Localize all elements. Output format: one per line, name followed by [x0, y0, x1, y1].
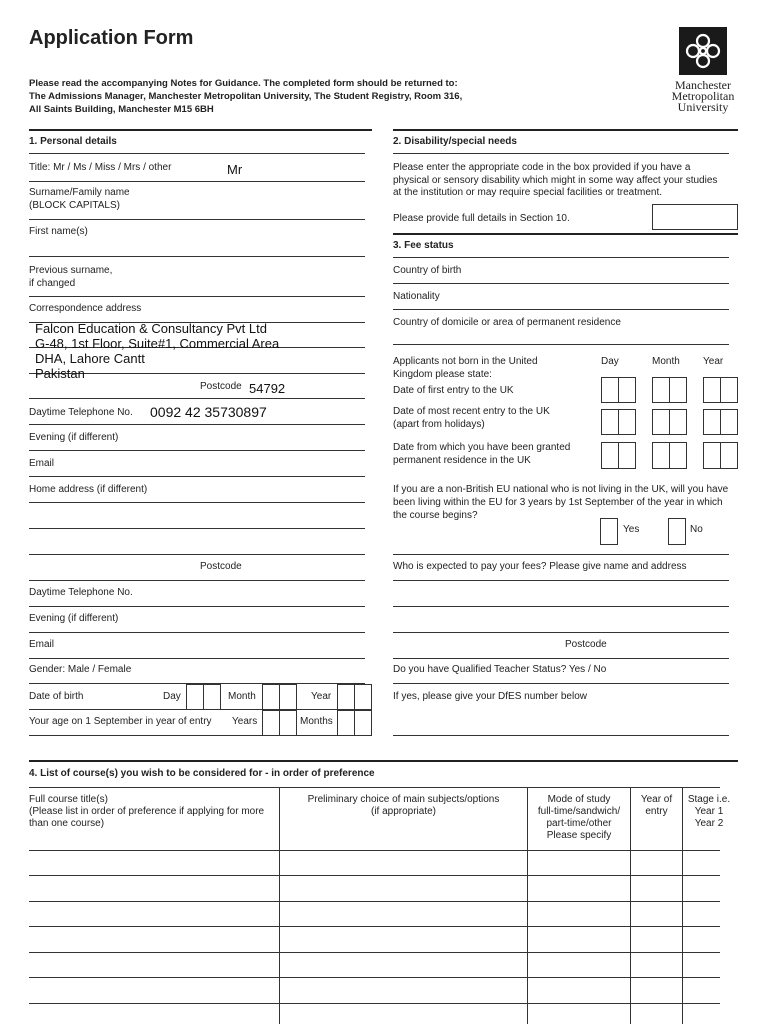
email-label: Email [29, 458, 55, 469]
divider [720, 377, 721, 403]
rule [393, 257, 729, 258]
dob-year-label: Year [311, 691, 332, 702]
eu-question-3: the course begins? [393, 510, 478, 521]
surname-label: Surname/Family name [29, 187, 130, 198]
divider [669, 377, 670, 403]
rule [393, 683, 729, 684]
rule [393, 606, 729, 607]
table-row-rule [29, 926, 720, 927]
country-birth-label: Country of birth [393, 265, 462, 276]
rule [29, 181, 365, 182]
disability-code-box[interactable] [652, 204, 738, 230]
rule [393, 283, 729, 284]
section4-heading: 4. List of course(s) you wish to be considered for - in order of preference [29, 768, 375, 779]
rule [393, 554, 729, 555]
rule [29, 580, 365, 581]
qts-label: Do you have Qualified Teacher Status? Yes / No [393, 664, 607, 675]
logo-line-1: Manchester [675, 78, 731, 92]
header-line: entry [645, 806, 668, 817]
section1-top-rule [29, 129, 372, 131]
header-line: Year 2 [694, 818, 724, 829]
header-line: Stage i.e. [687, 794, 731, 805]
eu-question-2: been living within the EU for 3 years by 1st September of the year in which [393, 497, 723, 508]
rule [29, 256, 365, 257]
year-entry-header [631, 794, 682, 818]
divider [618, 442, 619, 469]
eu-yes-checkbox[interactable] [600, 518, 618, 545]
col-month-label: Month [652, 356, 680, 367]
home-email-label: Email [29, 639, 55, 650]
residence-label-2: permanent residence in the UK [393, 455, 531, 466]
rule [393, 580, 729, 581]
divider [203, 684, 204, 710]
disability-text-2: physical or sensory disability which might in some way affect your studies [393, 175, 718, 186]
address-line-1[interactable]: Falcon Education & Consultancy Pvt Ltd [35, 321, 267, 336]
table-row-rule [29, 875, 720, 876]
table-row-rule [29, 850, 720, 851]
nationality-label: Nationality [393, 291, 440, 302]
rule [29, 502, 365, 503]
title-value[interactable]: Mr [227, 162, 243, 177]
rule [393, 735, 729, 736]
divider [354, 684, 355, 710]
table-divider [630, 787, 631, 1024]
disability-text-1: Please enter the appropriate code in the box provided if you have a [393, 162, 691, 173]
recent-entry-label-1: Date of most recent entry to the UK [393, 406, 550, 417]
divider [279, 684, 280, 710]
header-line: full-time/sandwich/ [537, 806, 621, 817]
section1-heading: 1. Personal details [29, 136, 117, 147]
rule [393, 344, 729, 345]
section4-top-rule [29, 760, 738, 762]
table-row-rule [29, 977, 720, 978]
logo-line-2: Metropolitan [671, 89, 735, 103]
evening-tel-label: Evening (if different) [29, 432, 119, 443]
rule [393, 632, 729, 633]
home-day-tel-label: Daytime Telephone No. [29, 587, 133, 598]
rule [29, 632, 365, 633]
eu-question-1: If you are a non-British EU national who is not living in the UK, will you have [393, 484, 729, 495]
header-line: (if appropriate) [370, 806, 437, 817]
domicile-label: Country of domicile or area of permanent residence [393, 317, 621, 328]
table-row-rule [29, 952, 720, 953]
divider [669, 409, 670, 435]
dob-month-label: Month [228, 691, 256, 702]
eu-no-label: No [690, 524, 703, 535]
form-title: Application Form [29, 27, 194, 49]
disability-text-3: at the institution or may require special facilities or treatment. [393, 187, 663, 198]
prev-surname-sublabel: if changed [29, 278, 76, 289]
mmu-crest-icon [679, 27, 727, 75]
address-line-2[interactable]: G-48, 1st Floor, Suite#1, Commercial Area [35, 336, 280, 351]
section3-heading: 3. Fee status [393, 240, 454, 251]
eu-yes-label: Yes [623, 524, 640, 535]
divider [354, 710, 355, 736]
age-years-label: Years [232, 716, 258, 727]
who-pays-label: Who is expected to pay your fees? Please give name and address [393, 561, 687, 572]
residence-label-1: Date from which you have been granted [393, 442, 571, 453]
rule [29, 658, 365, 659]
logo-text [660, 80, 746, 113]
divider [720, 409, 721, 435]
disability-text-4: Please provide full details in Section 10. [393, 213, 570, 224]
rule [29, 296, 365, 297]
divider [720, 442, 721, 469]
divider [669, 442, 670, 469]
col-day-label: Day [601, 356, 619, 367]
rule [29, 787, 720, 788]
header-line: than one course) [29, 818, 105, 829]
prev-surname-label: Previous surname, [29, 265, 113, 276]
rule [29, 476, 365, 477]
surname-sublabel: (BLOCK CAPITALS) [29, 200, 120, 211]
rule [29, 424, 365, 425]
dob-label: Date of birth [29, 691, 84, 702]
gender-label: Gender: Male / Female [29, 664, 132, 675]
col-year-label: Year [703, 356, 724, 367]
section2-heading: 2. Disability/special needs [393, 136, 517, 147]
first-entry-label: Date of first entry to the UK [393, 385, 514, 396]
dfes-label: If yes, please give your DfES number below [393, 691, 587, 702]
recent-entry-label-2: (apart from holidays) [393, 419, 485, 430]
mode-header [528, 794, 630, 842]
address-line-3[interactable]: DHA, Lahore Cantt [35, 351, 145, 366]
day-tel-value[interactable]: 0092 42 35730897 [150, 404, 267, 420]
title-label: Title: Mr / Ms / Miss / Mrs / other [29, 162, 172, 173]
table-divider [279, 787, 280, 1024]
rule [393, 153, 729, 154]
return-address-line2: All Saints Building, Manchester M15 6BH [29, 104, 214, 115]
header-line: Full course title(s) [29, 794, 108, 805]
table-row-rule [29, 901, 720, 902]
course-title-header [29, 794, 264, 830]
home-address-label: Home address (if different) [29, 484, 148, 495]
rule [29, 528, 365, 529]
rule [29, 450, 365, 451]
correspondence-address-label: Correspondence address [29, 303, 142, 314]
age-label: Your age on 1 September in year of entry [29, 716, 212, 727]
rule [29, 153, 365, 154]
header-line: Year of [640, 794, 673, 805]
section2-top-rule [393, 129, 738, 131]
home-evening-label: Evening (if different) [29, 613, 119, 624]
postcode-value[interactable]: 54792 [249, 381, 286, 396]
header-line: part-time/other [546, 818, 612, 829]
rule [29, 606, 365, 607]
header-line: Preliminary choice of main subjects/options [307, 794, 500, 805]
stage-header [683, 794, 735, 830]
divider [618, 377, 619, 403]
header-line: (Please list in order of preference if applying for more [29, 806, 265, 817]
section3-top-rule [393, 233, 738, 235]
not-born-label-2: Kingdom please state: [393, 369, 492, 380]
rule [29, 709, 365, 710]
rule [29, 219, 365, 220]
header-line: Mode of study [547, 794, 611, 805]
age-months-label: Months [300, 716, 333, 727]
rule [29, 398, 365, 399]
logo-line-3: University [677, 100, 729, 114]
header-line: Please specify [546, 830, 612, 841]
home-postcode-label: Postcode [200, 561, 242, 572]
firstname-label: First name(s) [29, 226, 88, 237]
table-row-rule [29, 1003, 720, 1004]
rule [393, 309, 729, 310]
not-born-label-1: Applicants not born in the United [393, 356, 538, 367]
rule [29, 735, 365, 736]
day-tel-label: Daytime Telephone No. [29, 407, 133, 418]
divider [618, 409, 619, 435]
header-line: Year 1 [694, 806, 724, 817]
rule [29, 554, 365, 555]
payer-postcode-label: Postcode [565, 639, 607, 650]
postcode-label: Postcode [200, 381, 242, 392]
subjects-header [280, 794, 527, 818]
return-address-line1: The Admissions Manager, Manchester Metropolitan University, The Student Registry, Room 316, [29, 91, 463, 102]
guidance-notice: Please read the accompanying Notes for Guidance. The completed form should be returned to: [29, 78, 458, 89]
rule [393, 658, 729, 659]
divider [279, 710, 280, 736]
address-line-4[interactable]: Pakistan [35, 366, 85, 381]
eu-no-checkbox[interactable] [668, 518, 686, 545]
dob-day-label: Day [163, 691, 181, 702]
